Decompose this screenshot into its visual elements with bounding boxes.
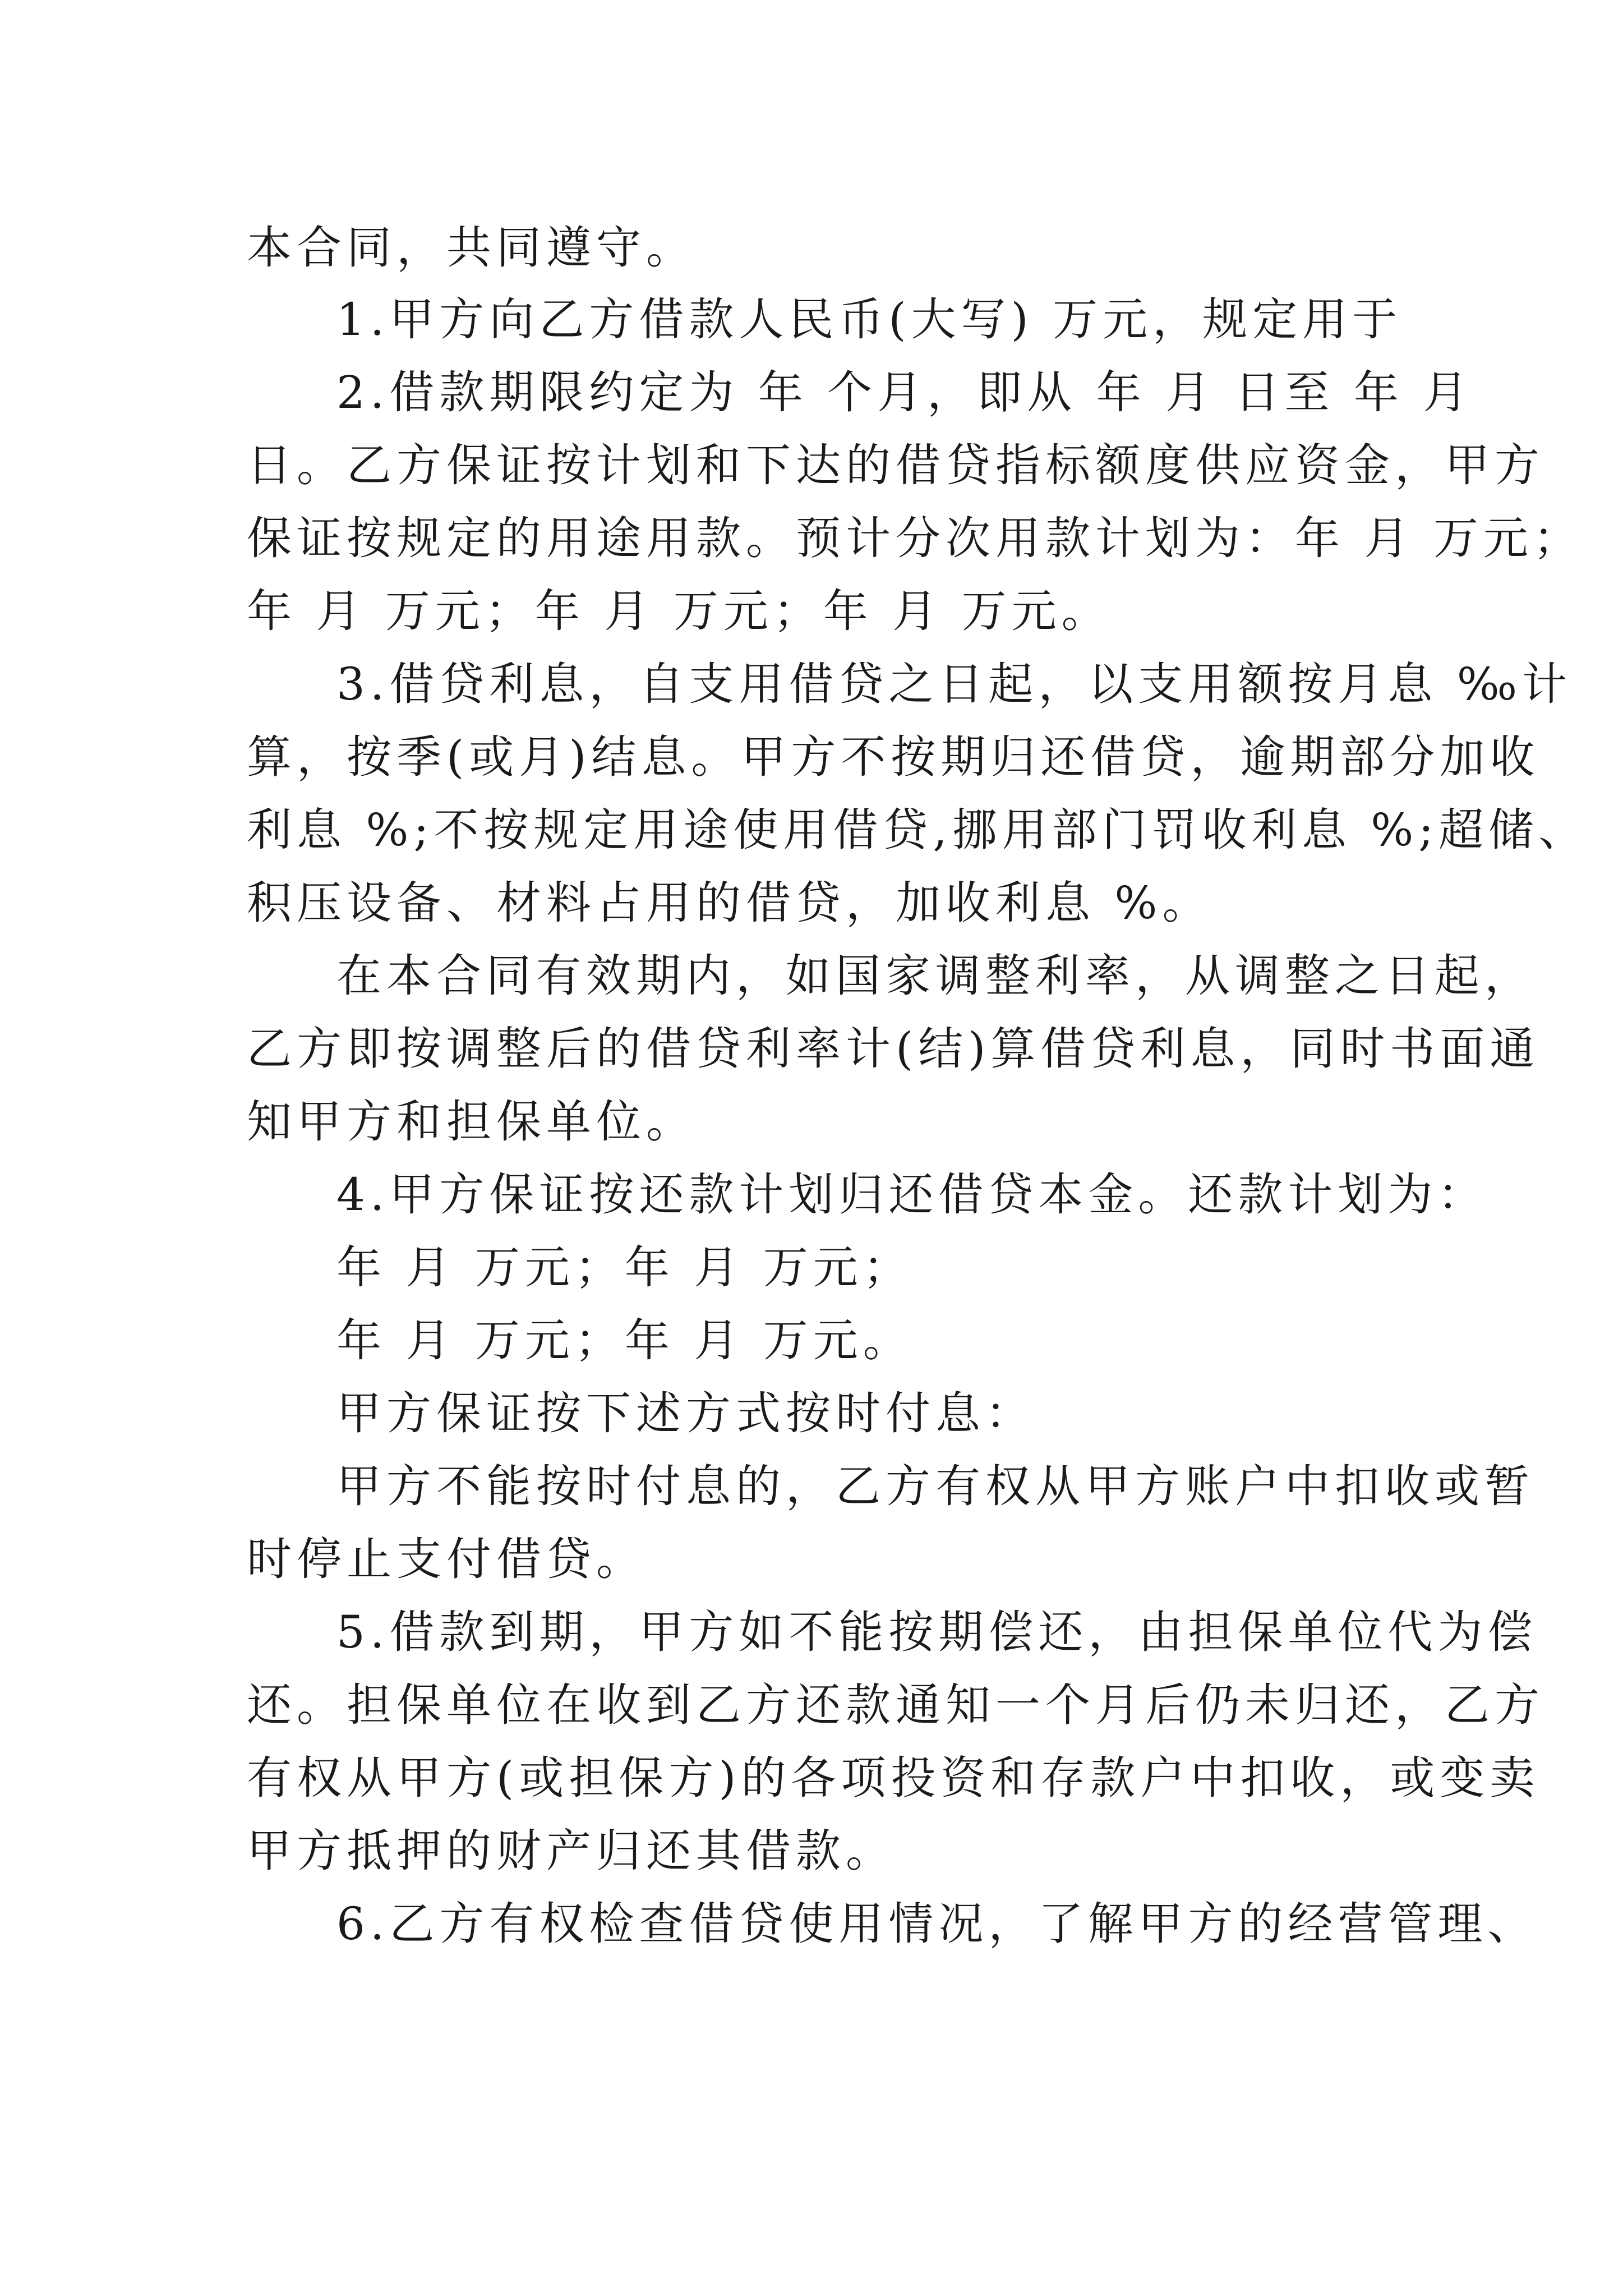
clause-5-line: 5.借款到期，甲方如不能按期偿还，由担保单位代为偿	[336, 1606, 1538, 1658]
text-line: 日。乙方保证按计划和下达的借贷指标额度供应资金，甲方	[247, 439, 1544, 491]
text-line: 本合同，共同遵守。	[247, 222, 696, 274]
text-line: 还。担保单位在收到乙方还款通知一个月后仍未归还，乙方	[247, 1679, 1544, 1731]
text-line: 知甲方和担保单位。	[247, 1096, 696, 1148]
clause-3-line: 3.借贷利息，自支用借贷之日起，以支用额按月息 ‰计	[336, 658, 1573, 710]
paragraph-start-line: 在本合同有效期内，如国家调整利率，从调整之日起，	[336, 950, 1534, 1002]
paragraph-start-line: 甲方保证按下述方式按时付息：	[336, 1387, 1035, 1439]
repayment-schedule-line: 年 月 万元；年 月 万元。	[336, 1314, 913, 1366]
text-line: 乙方即按调整后的借贷利率计(结)算借贷利息，同时书面通	[247, 1023, 1540, 1075]
paragraph-start-line: 甲方不能按时付息的，乙方有权从甲方账户中扣收或暂	[336, 1460, 1534, 1512]
text-line: 时停止支付借贷。	[247, 1533, 646, 1585]
text-line: 算，按季(或月)结息。甲方不按期归还借贷，逾期部分加收	[247, 731, 1540, 783]
text-line: 有权从甲方(或担保方)的各项投资和存款户中扣收，或变卖	[247, 1752, 1540, 1804]
clause-1-line: 1.甲方向乙方借款人民币(大写) 万元，规定用于	[336, 293, 1403, 346]
text-line: 利息 %;不按规定用途使用借贷,挪用部门罚收利息 %;超储、	[247, 804, 1589, 856]
clause-6-line: 6.乙方有权检查借贷使用情况，了解甲方的经营管理、	[336, 1898, 1538, 1950]
text-line: 保证按规定的用途用款。预计分次用款计划为：年 月 万元；	[247, 512, 1583, 564]
text-line: 积压设备、材料占用的借贷，加收利息 %。	[247, 877, 1212, 929]
text-line: 甲方抵押的财产归还其借款。	[247, 1825, 896, 1877]
clause-2-line: 2.借款期限约定为 年 个月，即从 年 月 日至 年 月	[336, 366, 1473, 418]
clause-4-line: 4.甲方保证按还款计划归还借贷本金。还款计划为：	[336, 1168, 1488, 1221]
repayment-schedule-line: 年 月 万元；年 月 万元；	[336, 1241, 913, 1294]
text-line: 年 月 万元；年 月 万元；年 月 万元。	[247, 585, 1112, 637]
